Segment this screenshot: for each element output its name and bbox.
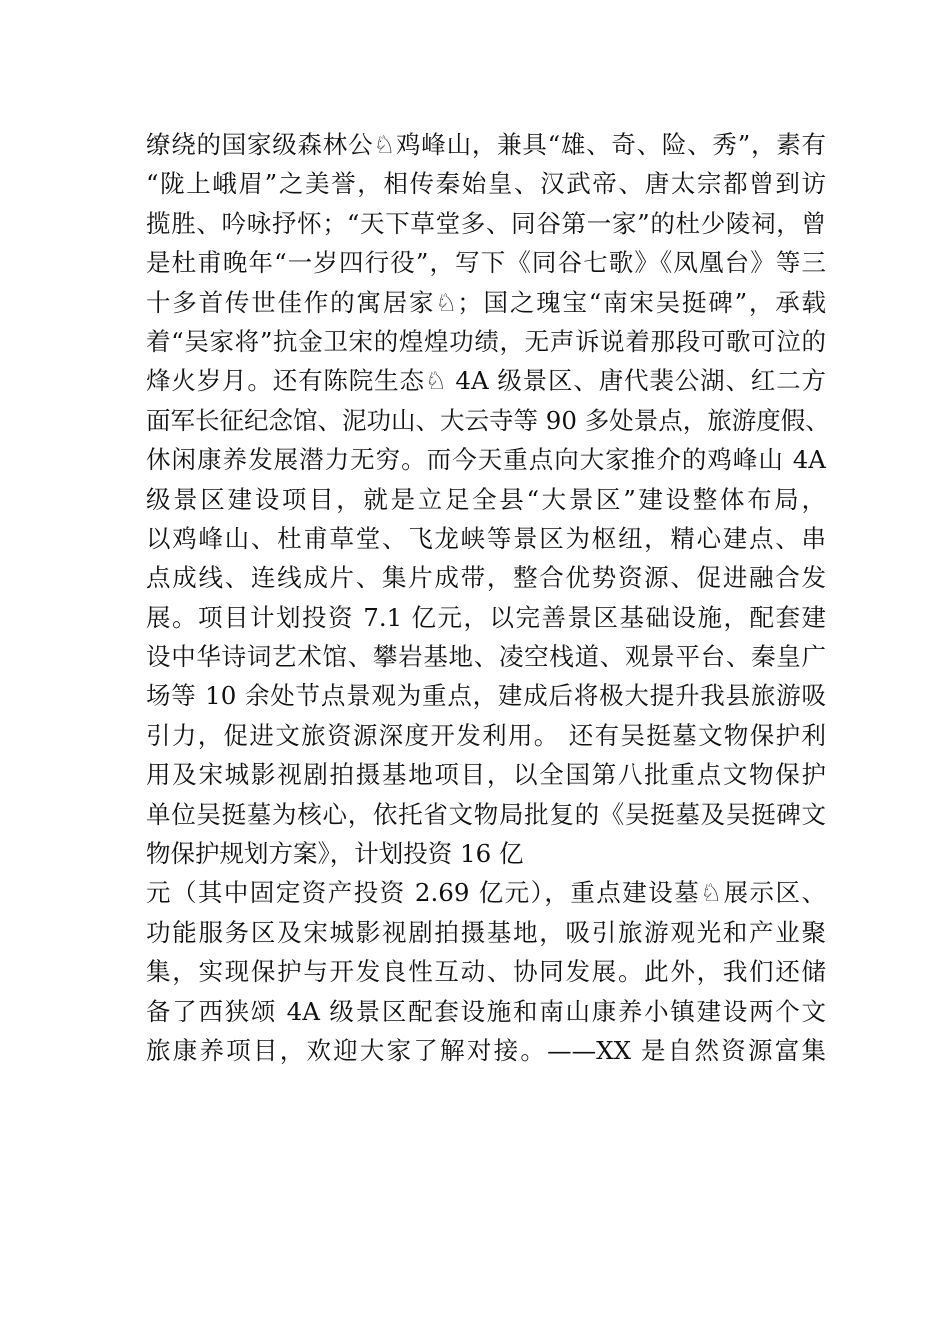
text-line: 十多首传世佳作的寓居家♘；国之瑰宝“南宋吴挺碑”，承载 — [146, 287, 826, 317]
body-text — [146, 125, 830, 1070]
text-line: 是杜甫晚年“一岁四行役”，写下《同谷七歌》《凤凰台》等三 — [146, 248, 826, 278]
text-line: 功能服务区及宋城影视剧拍摄基地，吸引旅游观光和产业聚 — [146, 917, 826, 947]
text-line: 以鸡峰山、杜甫草堂、飞龙峡等景区为枢纽，精心建点、串 — [146, 523, 826, 553]
text-line: 旅康养项目，欢迎大家了解对接。——XX 是自然资源富集 — [146, 1035, 826, 1065]
text-line: 用及宋城影视剧拍摄基地项目，以全国第八批重点文物保护 — [146, 760, 826, 790]
text-line: 物保护规划方案》，计划投资 16 亿 — [146, 839, 524, 869]
text-line: 级景区建设项目，就是立足全县“大景区”建设整体布局， — [146, 484, 826, 514]
text-line: “陇上峨眉”之美誉，相传秦始皇、汉武帝、唐太宗都曾到访 — [146, 169, 826, 199]
text-line: 单位吴挺墓为核心，依托省文物局批复的《吴挺墓及吴挺碑文 — [146, 799, 826, 829]
text-line: 场等 10 余处节点景观为重点，建成后将极大提升我县旅游吸 — [146, 681, 826, 711]
text-line: 揽胜、吟咏抒怀；“天下草堂多、同谷第一家”的杜少陵祠，曾 — [146, 208, 826, 238]
text-line: 点成线、连线成片、集片成带，整合优势资源、促进融合发 — [146, 563, 826, 593]
text-line: 着“吴家将”抗金卫宋的煌煌功绩，无声诉说着那段可歌可泣的 — [146, 326, 826, 356]
text-line: 备了西狭颂 4A 级景区配套设施和南山康养小镇建设两个文 — [146, 996, 826, 1026]
text-line: 面军长征纪念馆、泥功山、大云寺等 90 多处景点，旅游度假、 — [146, 405, 830, 435]
text-line: 休闲康养发展潜力无穷。而今天重点向大家推介的鸡峰山 4A — [146, 445, 826, 475]
text-line: 设中华诗词艺术馆、攀岩基地、凌空栈道、观景平台、秦皇广 — [146, 642, 826, 672]
text-line: 引力，促进文旅资源深度开发利用。 还有吴挺墓文物保护利 — [146, 720, 826, 750]
text-line: 展。项目计划投资 7.1 亿元，以完善景区基础设施，配套建 — [146, 602, 826, 632]
text-line: 集，实现保护与开发良性互动、协同发展。此外，我们还储 — [146, 957, 826, 987]
text-line: 元（其中固定资产投资 2.69 亿元），重点建设墓♘展示区、 — [146, 878, 826, 908]
text-line: 缭绕的国家级森林公♘鸡峰山，兼具“雄、奇、险、秀”，素有 — [146, 130, 826, 159]
text-line: 烽火岁月。还有陈院生态♘ 4A 级景区、唐代裴公湖、红二方 — [146, 366, 826, 396]
